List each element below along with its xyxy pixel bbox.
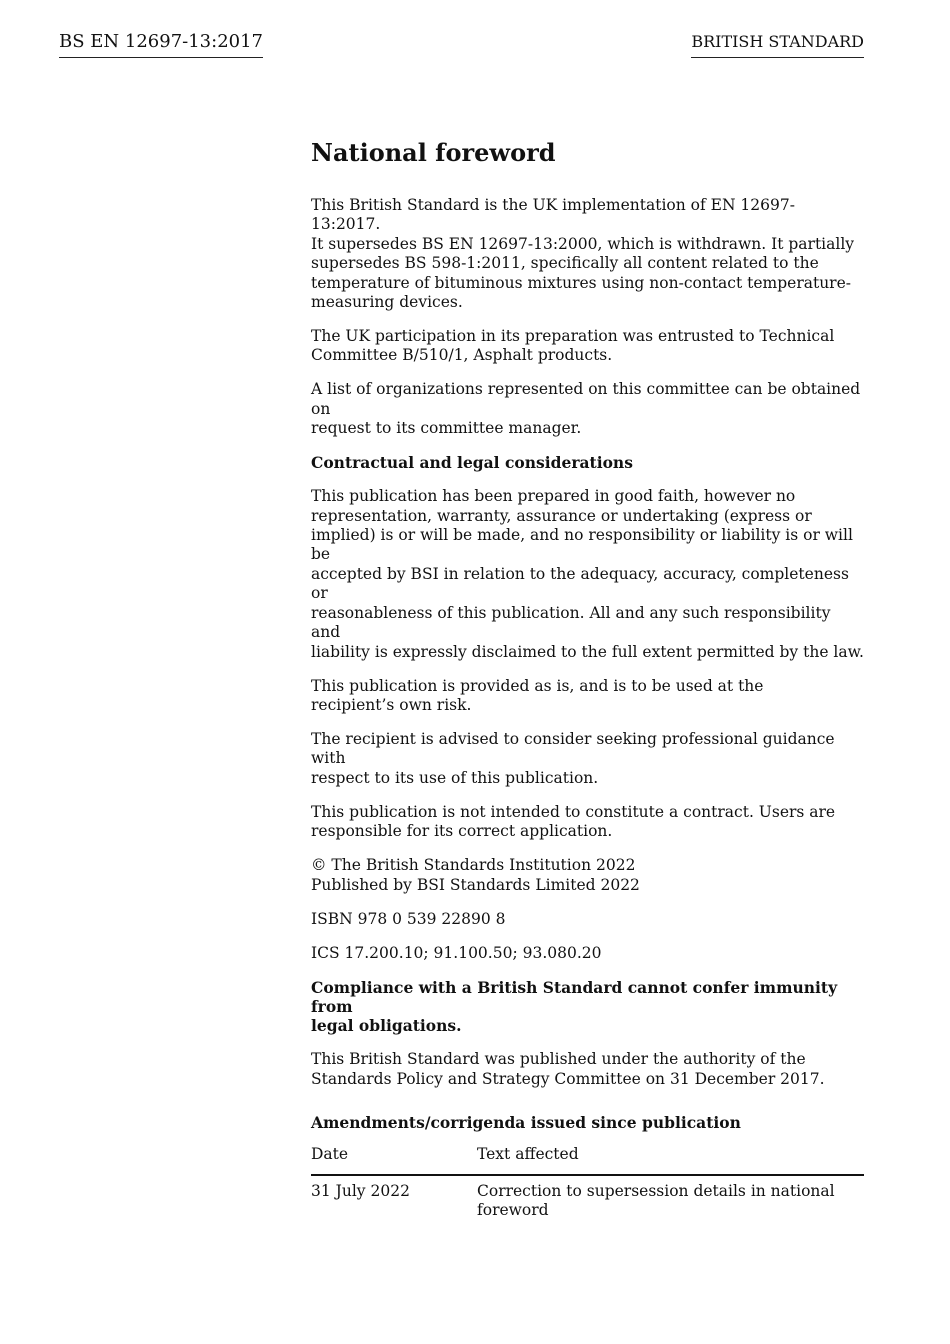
copyright-line: © The British Standards Institution 2022 xyxy=(311,856,636,875)
amendments-header-row xyxy=(311,1141,864,1175)
amendment-text: Correction to supersession details in national foreword xyxy=(477,1181,835,1220)
guidance-paragraph: The recipient is advised to consider seeking professional guidance with respect to its use of this publication. xyxy=(311,729,835,787)
amendments-table xyxy=(311,1141,864,1221)
foreword-content xyxy=(311,136,864,1221)
authority-paragraph: This British Standard was published under the authority of the Standards Policy and Strategy Committee on 31 December 2017. xyxy=(311,1050,825,1088)
good-faith-paragraph: This publication has been prepared in good faith, however no representation, warranty, assurance or undertaking (express or implied) is or will be made, and no responsibility or liability is or will be accepted by BSI in relation to the adequacy, accuracy, completeness or reasonableness of this publication. All and any such responsibility and liability is expressly disclaimed to the full extent permitted by the law. xyxy=(311,487,864,661)
implementation-paragraph: This British Standard is the UK implementation of EN 12697-13:2017. It supersedes BS EN 12697-13:2000, which is withdrawn. It partially supersedes BS 598-1:2011, specifically all content related to the temperature of bituminous mixtures using non-contact temperature- measuring devices. xyxy=(311,196,855,312)
isbn: ISBN 978 0 539 22890 8 xyxy=(311,909,506,928)
participation-paragraph: The UK participation in its preparation was entrusted to Technical Committee B/510/1, Asphalt products. xyxy=(311,327,835,365)
series-label: BRITISH STANDARD xyxy=(691,31,864,58)
column-header-text-affected: Text affected xyxy=(477,1141,864,1175)
copyright-paragraph xyxy=(311,856,864,895)
ics: ICS 17.200.10; 91.100.50; 93.080.20 xyxy=(311,943,602,962)
amendments-title: Amendments/corrigenda issued since publication xyxy=(311,1113,741,1133)
publisher-line: Published by BSI Standards Limited 2022 xyxy=(311,875,640,894)
contract-paragraph: This publication is not intended to constitute a contract. Users are responsible for its correct application. xyxy=(311,802,836,841)
table-row xyxy=(311,1175,864,1221)
legal-heading: Contractual and legal considerations xyxy=(311,453,633,473)
column-header-date: Date xyxy=(311,1141,477,1175)
page-title: National foreword xyxy=(311,138,556,167)
committee-list-paragraph: A list of organizations represented on this committee can be obtained on request to its committee manager. xyxy=(311,380,861,438)
own-risk-paragraph: This publication is provided as is, and is to be used at the recipient’s own risk. xyxy=(311,676,764,714)
amendment-date: 31 July 2022 xyxy=(311,1181,410,1200)
compliance-notice: Compliance with a British Standard cannot confer immunity from legal obligations. xyxy=(311,977,838,1036)
document-id: BS EN 12697-13:2017 xyxy=(59,30,263,58)
